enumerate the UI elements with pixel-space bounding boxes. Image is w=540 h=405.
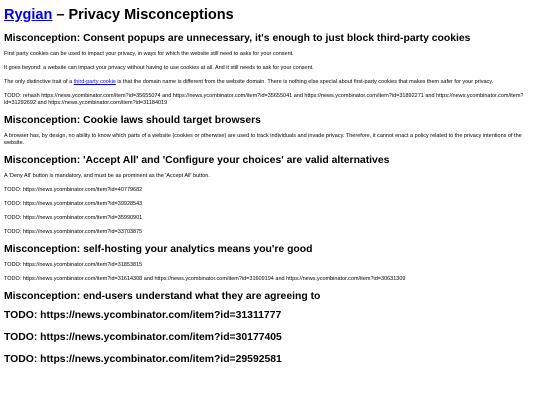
site-home-link[interactable]: Rygian xyxy=(4,7,53,23)
paragraph: First party cookies can be used to impact your privacy, in ways for which the website still need to asks for your consent. xyxy=(4,51,294,57)
todo-item: TODO: https://news.ycombinator.com/item?id=35990901 xyxy=(4,215,143,221)
section-heading: Misconception: end-users understand what they are agreeing to xyxy=(4,291,321,302)
page-title xyxy=(4,6,536,24)
section-cookie-laws xyxy=(4,114,536,147)
paragraph-text: The only distinctive trait of a xyxy=(4,79,74,85)
section-accept-all xyxy=(4,154,536,236)
section-heading: Misconception: 'Accept All' and 'Configure your choices' are valid alternatives xyxy=(4,155,390,166)
paragraph: It goes beyond: a website can impact your privacy without having to use cookies at all. And it still needs to ask for your consent. xyxy=(4,65,314,71)
section-self-hosting xyxy=(4,243,536,283)
section-heading: Misconception: Consent popups are unnecessary, it's enough to just block third-party cookies xyxy=(4,33,471,44)
todo-item: TODO: https://news.ycombinator.com/item?id=31853815 xyxy=(4,262,143,268)
paragraph xyxy=(4,79,536,86)
third-party-cookie-link[interactable]: third-party cookie xyxy=(73,79,116,85)
todo-item: TODO: https://news.ycombinator.com/item?id=30177405 xyxy=(4,332,282,343)
paragraph: A 'Deny All' button is mandatory, and must be as prominent as the 'Accept All' button. xyxy=(4,173,210,179)
todo-item: TODO: https://news.ycombinator.com/item?id=33703875 xyxy=(4,229,143,235)
section-end-users xyxy=(4,290,536,366)
todo-item: TODO: https://news.ycombinator.com/item?id=39928543 xyxy=(4,201,143,207)
section-heading: Misconception: Cookie laws should target browsers xyxy=(4,115,261,126)
todo-item: TODO: https://news.ycombinator.com/item?id=31311777 xyxy=(4,310,282,321)
todo-item: TODO: https://news.ycombinator.com/item?id=40779682 xyxy=(4,187,143,193)
paragraph: A browser has, by design, no ability to know which parts of a website (cookies or otherwise) are used to track individuals and invade privacy. Therefore, it cannot enact a policy related to the privacy intentions of the website. xyxy=(4,133,522,146)
todo-item: TODO: https://news.ycombinator.com/item?id=31614308 and https://news.ycombinator.com/item?id=31609194 and https://news.ycombinator.com/item?id=30631309 xyxy=(4,276,406,282)
todo-item: TODO: https://news.ycombinator.com/item?id=29592581 xyxy=(4,354,282,365)
section-consent-popups xyxy=(4,32,536,107)
todo-paragraph: TODO: rehash https://news.ycombinator.com/item?id=35655074 and https://news.ycombinator.com/item?id=35655041 and https://news.ycombinator.com/item?id=31892271 and https://news.ycombinator.com/item?id=31292692 and https://news.ycombinator.com/item?id=31184019 xyxy=(4,93,524,106)
section-heading: Misconception: self-hosting your analytics means you're good xyxy=(4,244,313,255)
paragraph-text: is that the domain name is different from the website domain. There is nothing else special about first-party cookies that makes them safer for your privacy. xyxy=(115,79,494,85)
page-title-text: – Privacy Misconceptions xyxy=(52,7,234,23)
